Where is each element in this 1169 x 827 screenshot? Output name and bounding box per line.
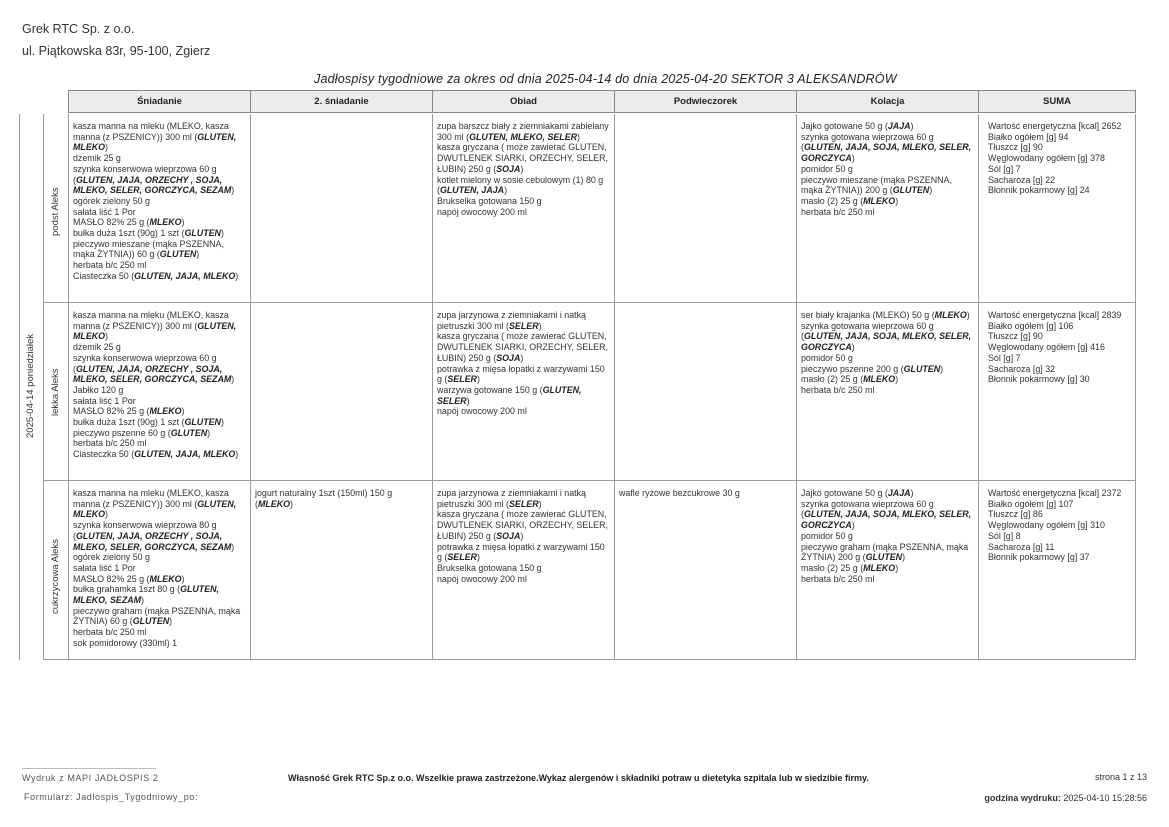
footer-ownership-note: Własność Grek RTC Sp.z o.o. Wszelkie prawa zastrzeżone.Wykaz alergenów i składniki potraw u dietetyka szpitala lub w siedzibie firmy. — [288, 773, 869, 783]
footer-print-time-value: 2025-04-10 15:28:56 — [1063, 793, 1147, 803]
footer-page-number: strona 1 z 13 — [1094, 772, 1147, 782]
cell-suma: Wartość energetyczna [kcal] 2652 Białko ogółem [g] 94 Tłuszcz [g] 90 Węglowodany ogółem [g] 378 Sól [g] 7 Sacharoza [g] 22 Błonnik pokarmowy [g] 24 — [988, 121, 1122, 196]
cell-obiad: zupa jarzynowa z ziemniakami i natką pietruszki 300 ml (SELER) kasza gryczana ( może zawierać GLUTEN, DWUTLENEK SIARKI, ORZECHY, SELER, ŁUBIN) 250 g (SOJA) potrawka z mięsa łopatki z warzywami 150 g (SELER) Brukselka gotowana 150 g napój owocowy 200 ml — [437, 488, 608, 584]
grid-line — [68, 114, 69, 660]
cell-suma: Wartość energetyczna [kcal] 2372 Białko ogółem [g] 107 Tłuszcz [g] 86 Węglowodany ogółem [g] 310 Sól [g] 8 Sacharoza [g] 11 Błonnik pokarmowy [g] 37 — [988, 488, 1122, 563]
col-header-suma: SUMA — [978, 90, 1136, 113]
col-header-podwieczorek: Podwieczorek — [614, 90, 797, 113]
footer-print-source: Wydruk z MAPI JADŁOSPIS 2 — [22, 773, 159, 783]
footer-print-time — [984, 793, 1147, 803]
page-title: Jadłospisy tygodniowe za okres od dnia 2025-04-14 do dnia 2025-04-20 SEKTOR 3 ALEKSANDRÓW — [314, 72, 897, 86]
diet-label: lekka Aleks — [50, 368, 61, 416]
cell-obiad: zupa jarzynowa z ziemniakami i natką pietruszki 300 ml (SELER) kasza gryczana ( może zawierać GLUTEN, DWUTLENEK SIARKI, ORZECHY, SELER, ŁUBIN) 250 g (SOJA) potrawka z mięsa łopatki z warzywami 150 g (SELER) warzywa gotowane 150 g (GLUTEN, SELER) napój owocowy 200 ml — [437, 310, 608, 417]
grid-line — [796, 114, 797, 660]
col-header-sniadanie: Śniadanie — [68, 90, 251, 113]
grid-line — [978, 114, 979, 660]
cell-sniadanie: kasza manna na mleku (MLEKO, kasza manna (z PSZENICY)) 300 ml (GLUTEN, MLEKO) dżemik 25 g szynka konserwowa wieprzowa 60 g (GLUTEN, JAJA, ORZECHY , SOJA, MLEKO, SELER, GORCZYCA, SEZAM) ogórek zielony 50 g sałata liść 1 Por MASŁO 82% 25 g (MLEKO) bułka duża 1szt (90g) 1 szt (GLUTEN) pieczywo mieszane (mąka PSZENNA, mąka ŻYTNIA)) 60 g (GLUTEN) herbata b/c 250 ml Ciasteczka 50 (GLUTEN, JAJA, MLEKO) — [73, 121, 239, 281]
col-header-obiad: Obiad — [432, 90, 615, 113]
cell-sniadanie: kasza manna na mleku (MLEKO, kasza manna (z PSZENICY)) 300 ml (GLUTEN, MLEKO) dżemik 25 g szynka konserwowa wieprzowa 60 g (GLUTEN, JAJA, ORZECHY , SOJA, MLEKO, SELER, GORCZYCA, SEZAM) Jabłko 120 g sałata liść 1 Por MASŁO 82% 25 g (MLEKO) bułka duża 1szt (90g) 1 szt (GLUTEN) pieczywo pszenne 60 g (GLUTEN) herbata b/c 250 ml Ciasteczka 50 (GLUTEN, JAJA, MLEKO) — [73, 310, 239, 460]
cell-kolacja: Jajko gotowane 50 g (JAJA) szynka gotowana wieprzowa 60 g (GLUTEN, JAJA, SOJA, MLEKO, SELER, GORCZYCA) pomidor 50 g pieczywo graham (mąka PSZENNA, mąka ŻYTNIA) 200 g (GLUTEN) masło (2) 25 g (MLEKO) herbata b/c 250 ml — [801, 488, 972, 584]
company-name: Grek RTC Sp. z o.o. — [22, 22, 135, 36]
cell-podwieczorek: wafle ryżowe bezcukrowe 30 g — [619, 488, 740, 498]
footer-print-time-label: godzina wydruku: — [984, 793, 1061, 803]
cell-podwieczorek — [619, 121, 793, 301]
cell-kolacja: ser biały krajanka (MLEKO) 50 g (MLEKO) szynka gotowana wieprzowa 60 g (GLUTEN, JAJA, SOJA, MLEKO, SELER, GORCZYCA) pomidor 50 g pieczywo pszenne 200 g (GLUTEN) masło (2) 25 g (MLEKO) herbata b/c 250 ml — [801, 310, 972, 395]
grid-line — [43, 114, 44, 660]
day-label: 2025-04-14 poniedziałek — [25, 333, 36, 438]
grid-line — [614, 114, 615, 660]
grid-line — [250, 114, 251, 660]
grid-line — [43, 659, 1136, 660]
company-address: ul. Piątkowska 83r, 95-100, Zgierz — [22, 44, 211, 58]
cell-drugie-sniadanie — [255, 310, 429, 480]
cell-obiad: zupa barszcz biały z ziemniakami zabielany 300 ml (GLUTEN, MLEKO, SELER) kasza gryczana ( może zawierać GLUTEN, DWUTLENEK SIARKI, ORZECHY, SELER, ŁUBIN) 250 g (SOJA) kotlet mielony w sosie cebulowym (1) 80 g (GLUTEN, JAJA) Brukselka gotowana 150 g napój owocowy 200 ml — [437, 121, 609, 217]
footer-divider — [22, 768, 156, 769]
grid-line — [432, 114, 433, 660]
cell-suma: Wartość energetyczna [kcal] 2839 Białko ogółem [g] 106 Tłuszcz [g] 90 Węglowodany ogółem [g] 416 Sól [g] 7 Sacharoza [g] 32 Błonnik pokarmowy [g] 30 — [988, 310, 1122, 385]
cell-drugie-sniadanie: jogurt naturalny 1szt (150ml) 150 g (MLEKO) — [255, 488, 393, 509]
diet-label: podst Aleks — [50, 187, 61, 236]
footer-form-name: Formularz: Jadlospis_Tygodniowy_po: — [24, 792, 199, 802]
grid-line — [43, 480, 1136, 481]
cell-drugie-sniadanie — [255, 121, 429, 301]
col-header-drugie-sniadanie: 2. śniadanie — [250, 90, 433, 113]
grid-line — [19, 114, 20, 660]
cell-podwieczorek — [619, 310, 793, 480]
cell-kolacja: Jajko gotowane 50 g (JAJA) szynka gotowana wieprzowa 60 g (GLUTEN, JAJA, SOJA, MLEKO, SELER, GORCZYCA) pomidor 50 g pieczywo mieszane (mąka PSZENNA, mąka ŻYTNIA)) 200 g (GLUTEN) masło (2) 25 g (MLEKO) herbata b/c 250 ml — [801, 121, 972, 217]
grid-line — [43, 302, 1136, 303]
col-header-kolacja: Kolacja — [796, 90, 979, 113]
menu-table — [19, 90, 1136, 660]
cell-sniadanie: kasza manna na mleku (MLEKO, kasza manna (z PSZENICY)) 300 ml (GLUTEN, MLEKO) szynka konserwowa wieprzowa 80 g (GLUTEN, JAJA, ORZECHY , SOJA, MLEKO, SELER, GORCZYCA, SEZAM) ogórek zielony 50 g sałata liść 1 Por MASŁO 82% 25 g (MLEKO) bułka grahamka 1szt 80 g (GLUTEN, MLEKO, SEZAM) pieczywo graham (mąka PSZENNA, mąka ŻYTNIA) 60 g (GLUTEN) herbata b/c 250 ml sok pomidorowy (330ml) 1 — [73, 488, 241, 648]
diet-label: cukrzycowa Aleks — [50, 539, 61, 614]
grid-line — [1135, 114, 1136, 660]
